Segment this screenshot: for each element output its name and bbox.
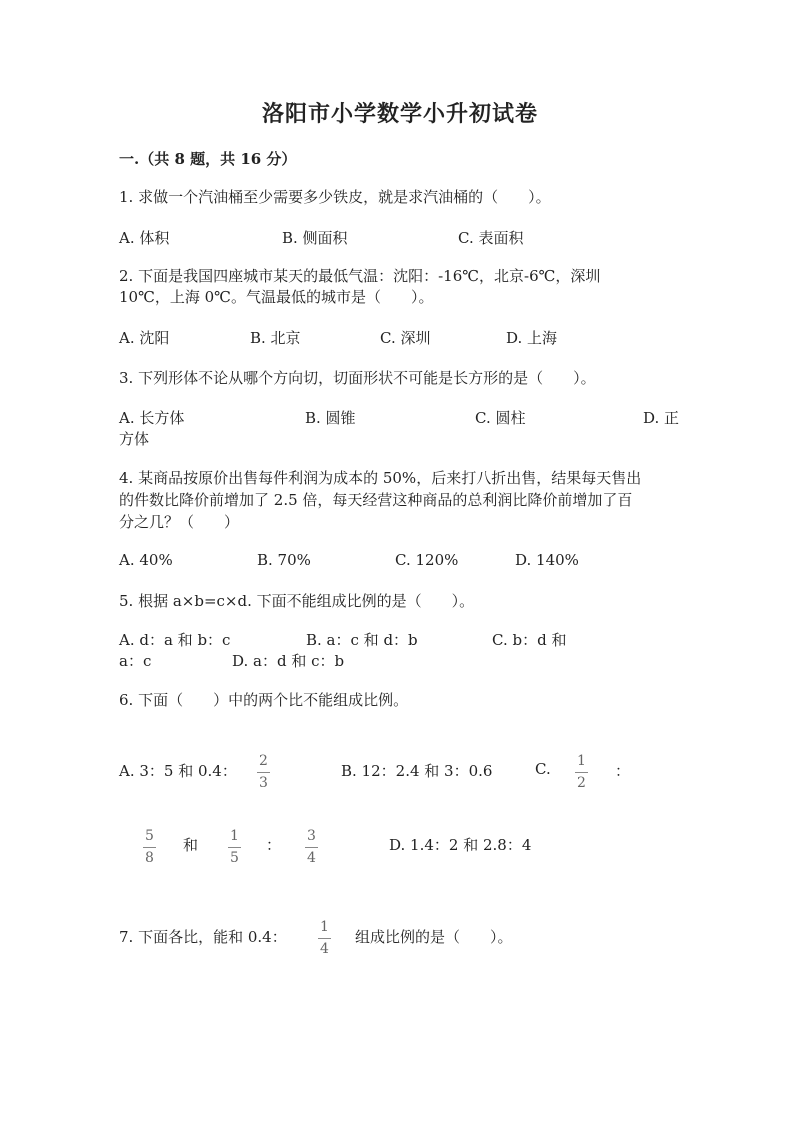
ratio-colon: ： [266,836,282,854]
question-1-text: 1. 求做一个汽油桶至少需要多少铁皮，就是求汽油桶的（ ）。 [119,188,551,206]
fraction-1-4 [318,919,331,958]
fraction-numerator: 1 [577,753,586,769]
q4-option-c[interactable]: C. 120% [395,551,459,569]
fraction-5-8 [143,828,156,867]
fraction-bar [228,847,241,848]
q1-option-c[interactable]: C. 表面积 [458,229,524,247]
q5-option-d[interactable]: D. a：d 和 c：b [232,652,345,670]
question-6-text: 6. 下面（ ）中的两个比不能组成比例。 [119,691,409,709]
q3-option-c[interactable]: C. 圆柱 [475,409,526,427]
q6-option-b[interactable]: B. 12：2.4 和 3：0.6 [341,762,493,780]
fraction-numerator: 3 [307,828,316,844]
fraction-numerator: 2 [259,753,268,769]
q5-option-c[interactable]: C. b：d 和 [492,631,567,649]
q6-option-a[interactable]: A. 3：5 和 0.4： [119,762,237,780]
fraction-denominator: 3 [259,775,268,791]
q2-option-d[interactable]: D. 上海 [506,329,558,347]
fraction-denominator: 8 [145,850,154,866]
q3-option-d-wrap: 方体 [119,430,150,448]
question-4-line-3: 分之几？（ ） [119,513,240,531]
fraction-1-2 [575,753,588,792]
fraction-bar [318,938,331,939]
q2-option-b[interactable]: B. 北京 [250,329,301,347]
q2-option-c[interactable]: C. 深圳 [380,329,431,347]
question-7-text: 7. 下面各比，能和 0.4： [119,928,287,946]
fraction-1-5 [228,828,241,867]
question-2-line-1: 2. 下面是我国四座城市某天的最低气温：沈阳：-16℃，北京-6℃，深圳 [119,267,601,285]
q4-option-b[interactable]: B. 70% [257,551,311,569]
q6-option-d[interactable]: D. 1.4：2 和 2.8：4 [389,836,532,854]
q4-option-d[interactable]: D. 140% [515,551,579,569]
q6-option-c[interactable]: C. [535,760,551,778]
q3-option-d[interactable]: D. 正 [643,409,680,427]
fraction-denominator: 2 [577,775,586,791]
ratio-colon: ： [615,762,631,780]
fraction-numerator: 1 [230,828,239,844]
fraction-numerator: 5 [145,828,154,844]
question-3-text: 3. 下列形体不论从哪个方向切，切面形状不可能是长方形的是（ ）。 [119,369,596,387]
fraction-bar [257,772,270,773]
question-5-text: 5. 根据 a×b=c×d. 下面不能组成比例的是（ ）。 [119,592,475,610]
section-heading: 一.（共 8 题，共 16 分） [119,150,297,168]
fraction-numerator: 1 [320,919,329,935]
q3-option-a[interactable]: A. 长方体 [119,409,185,427]
q1-option-a[interactable]: A. 体积 [119,229,170,247]
question-4-line-1: 4. 某商品按原价出售每件利润为成本的 50%，后来打八折出售，结果每天售出 [119,469,642,487]
q2-option-a[interactable]: A. 沈阳 [119,329,170,347]
q5-option-a[interactable]: A. d：a 和 b：c [119,631,231,649]
q3-option-b[interactable]: B. 圆锥 [305,409,356,427]
and-word: 和 [183,836,199,854]
fraction-denominator: 4 [320,941,329,957]
question-4-line-2: 的件数比降价前增加了 2.5 倍，每天经营这种商品的总利润比降价前增加了百 [119,491,633,509]
q1-option-b[interactable]: B. 侧面积 [282,229,348,247]
fraction-denominator: 5 [230,850,239,866]
q4-option-a[interactable]: A. 40% [119,551,173,569]
q5-option-c-wrap: a：c [119,652,152,670]
fraction-denominator: 4 [307,850,316,866]
fraction-2-3 [257,753,270,792]
fraction-bar [575,772,588,773]
question-2-line-2: 10℃，上海 0℃。气温最低的城市是（ ）。 [119,288,434,306]
fraction-bar [305,847,318,848]
fraction-bar [143,847,156,848]
page-title: 洛阳市小学数学小升初试卷 [261,101,538,127]
question-7-text-end: 组成比例的是（ ）。 [355,928,513,946]
q5-option-b[interactable]: B. a：c 和 d：b [306,631,418,649]
fraction-3-4 [305,828,318,867]
